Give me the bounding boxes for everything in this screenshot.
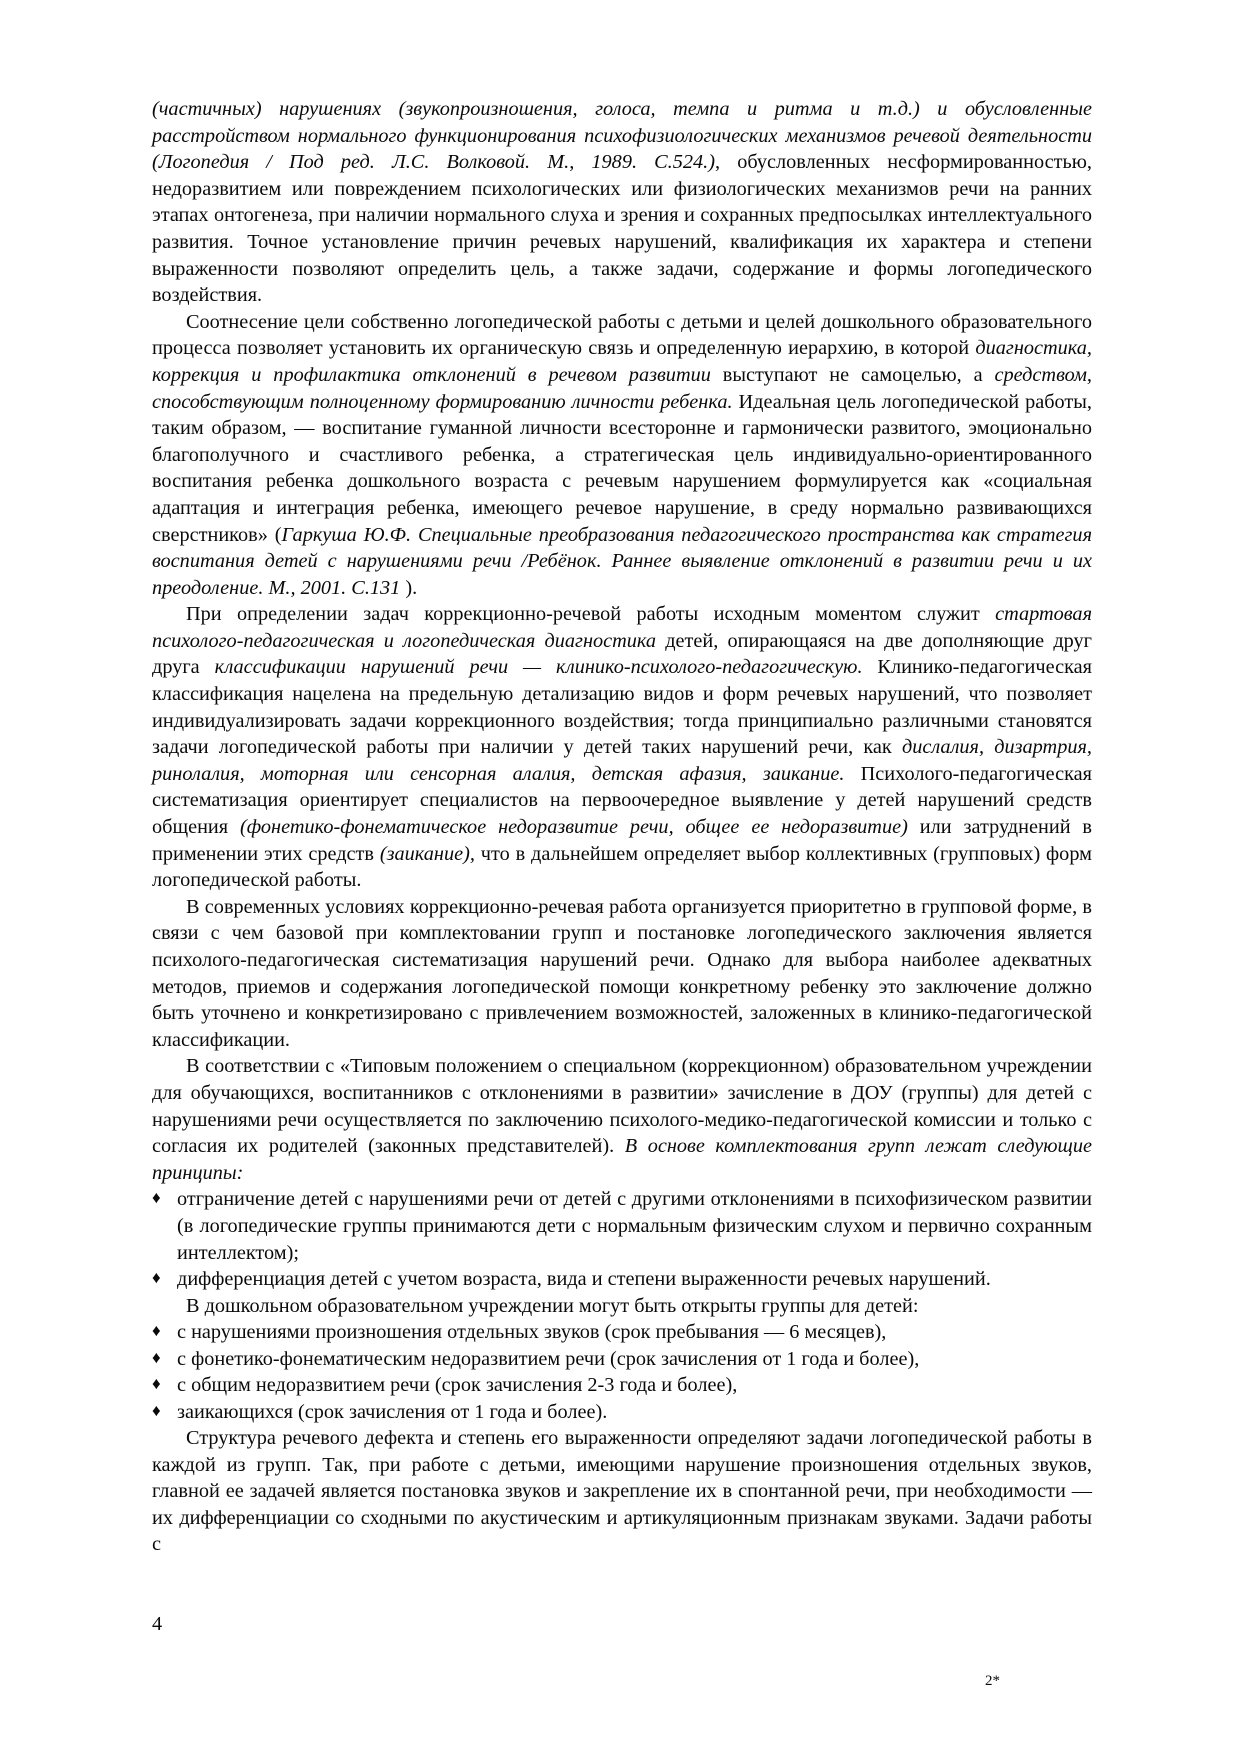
paragraph-3-run-9: или затруднений в применении этих средств <box>152 816 1093 865</box>
diamond-bullet-icon: ♦ <box>152 1374 161 1394</box>
list-item-text: заикающихся (срок зачисления от 1 года и более). <box>177 1400 608 1423</box>
paragraph-2-run-4-italic: средством, способствующим полноценному формированию личности ребенка. <box>152 363 1092 413</box>
paragraph-2-run-1: Соотнесение цели собственно логопедической работы с детьми и целей дошкольного образовательного процесса позволяет установить их органическую связь и определенную иерархию, в которой <box>152 310 1092 360</box>
paragraph-2-run-6-italic-citation: Гаркуша Ю.Ф. Специальные преобразования педагогического пространства как стратегия воспитания детей с нарушениями речи /Ребёнок. Раннее выявление отклонений в развитии речи и их преодоление. М., 2001. С.131 <box>152 523 1092 599</box>
paragraph-3-run-5: Клинико-педагогическая классификация нацелена на предельную детализацию видов и форм речевых нарушений, что позволяет индивидуализировать задачи коррекционного воздействия; тогда принципиально различными становятся задачи логопедической работы при наличии у детей таких нарушений речи, как <box>152 656 1092 759</box>
paragraph-6-run-1: Структура речевого дефекта и степень его выраженности определяют задачи логопедической работы в каждой из групп. Так, при работе с детьми, имеющими нарушение произношения отдельных звуков, главной ее задачей является постановка звуков и закрепление их в спонтанной речи, при необходимости — их дифференциации со сходными по акустическим и артикуляционным признакам звуками. Задачи работы с <box>152 1426 1092 1556</box>
paragraph-2-run-2-italic: диагностика, коррекция и профилактика отклонений в речевом развитии <box>152 337 1092 386</box>
page-number: 4 <box>152 1613 163 1635</box>
bullet-list-groups <box>152 1319 1092 1425</box>
list-item <box>152 1186 1092 1266</box>
paragraph-3-run-1: При определении задач коррекционно-речевой работы исходным моментом служит <box>186 603 996 626</box>
list-item <box>152 1346 1092 1372</box>
paragraph-groups-intro-text: В дошкольном образовательном учреждении могут быть открыты группы для детей: <box>186 1294 919 1317</box>
paragraph-3-run-11: что в дальнейшем определяет выбор коллективных (групповых) форм логопедической работы. <box>152 842 1092 892</box>
paragraph-3 <box>152 601 1092 894</box>
paragraph-2-run-5: Идеальная цель логопедической работы, таким образом, — воспитание гуманной личности всесторонне и гармонически развитого, эмоционально благополучного и счастливого ребенка, а стратегическая цель индивидуально-ориентированного воспитания ребенка дошкольного возраста с речевым нарушением формулируется как «социальная адаптация и интеграция ребенка, имеющего речевое нарушение, в среду нормально развивающихся сверстников» ( <box>152 390 1092 546</box>
list-item-text: с фонетико-фонематическим недоразвитием речи (срок зачисления от 1 года и более), <box>177 1347 920 1370</box>
diamond-bullet-icon: ♦ <box>152 1188 161 1208</box>
paragraph-2-run-3: выступают не самоцелью, а <box>710 363 995 386</box>
list-item <box>152 1266 1092 1293</box>
paragraph-2-run-7: ). <box>400 576 418 599</box>
paragraph-5-run-2-italic: В основе комплектования групп лежат следующие принципы: <box>152 1135 1092 1184</box>
paragraph-6 <box>152 1425 1092 1558</box>
paragraph-5 <box>152 1053 1092 1186</box>
signature-mark: 2* <box>985 1673 1000 1689</box>
paragraph-5-run-1: В соответствии с «Типовым положением о специальном (коррекционном) образовательном учреждении для обучающихся, воспитанников с отклонениями в развитии» зачисление в ДОУ (группы) для детей с нарушениями речи осуществляется по заключению психолого-медико-педагогической комиссии и только с согласия их родителей (законных представителей). <box>152 1055 1092 1158</box>
paragraph-3-run-4-italic: классификации нарушений речи — клинико-психолого-педагогическую. <box>214 656 863 679</box>
diamond-bullet-icon: ♦ <box>152 1321 161 1341</box>
diamond-bullet-icon: ♦ <box>152 1268 161 1288</box>
paragraph-1-italic-run: (частичных) нарушениях (звукопроизношения, голоса, темпа и ритма и т.д.) и обусловленные расстройством нормального функционирования психофизиологических механизмов речевой деятельности (Логопедия / Под ред. Л.С. Волковой. М., 1989. С.524.) <box>152 98 1092 174</box>
list-item-text: дифференциация детей с учетом возраста, вида и степени выраженности речевых нарушений. <box>177 1268 991 1291</box>
list-item <box>152 1372 1092 1398</box>
bullet-list-principles <box>152 1186 1092 1292</box>
paragraph-3-run-8-italic: (фонетико-фонематическое недоразвитие речи, общее ее недоразвитие) <box>240 816 908 839</box>
list-item-text: с общим недоразвитием речи (срок зачисления 2-3 года и более), <box>177 1374 738 1397</box>
list-item <box>152 1399 1092 1425</box>
paragraph-3-run-2-italic: стартовая психолого-педагогическая и логопедическая диагностика <box>152 603 1092 652</box>
diamond-bullet-icon: ♦ <box>152 1400 161 1420</box>
list-item <box>152 1319 1092 1345</box>
paragraph-3-run-6-italic: дислалия, дизартрия, ринолалия, моторная или сенсорная алалия, детская афазия, заикание. <box>152 736 1092 785</box>
paragraph-groups-intro <box>152 1293 1092 1320</box>
diamond-bullet-icon: ♦ <box>152 1347 161 1367</box>
paragraph-4 <box>152 894 1092 1054</box>
paragraph-4-run-1: В современных условиях коррекционно-речевая работа организуется приоритетно в групповой форме, в связи с чем базовой при комплектовании групп и постановке логопедического заключения является психолого-педагогическая систематизация нарушений речи. Однако для выбора наиболее адекватных методов, приемов и содержания логопедической помощи конкретному ребенку это заключение должно быть уточнено и конкретизировано с привлечением возможностей, заложенных в клинико-педагогической классификации. <box>152 895 1092 1051</box>
list-item-text: отграничение детей с нарушениями речи от детей с другими отклонениями в психофизическом развитии (в логопедические группы принимаются дети с нормальным физическим слухом и первично сохранным интеллектом); <box>177 1188 1092 1264</box>
paragraph-3-run-3: детей, опирающаяся на две дополняющие друг друга <box>152 629 1092 679</box>
page-text-column <box>152 96 1092 1558</box>
paragraph-3-run-10-italic: (заикание), <box>379 842 475 865</box>
paragraph-1-roman-run: , обусловленных несформированностью, недоразвитием или повреждением психологических или физиологических механизмов речи на ранних этапах онтогенеза, при наличии нормального слуха и зрения и сохранных предпосылках интеллектуального развития. Точное установление причин речевых нарушений, квалификация их характера и степени выраженности позволяют определить цель, а также задачи, содержание и формы логопедического воздействия. <box>152 151 1092 307</box>
list-item-text: с нарушениями произношения отдельных звуков (срок пребывания — 6 месяцев), <box>177 1321 887 1344</box>
paragraph-3-run-7: Психолого-педагогическая систематизация ориентирует специалистов на первоочередное выявление у детей нарушений средств общения <box>152 762 1092 839</box>
paragraph-1 <box>152 96 1092 309</box>
paragraph-2 <box>152 309 1092 602</box>
